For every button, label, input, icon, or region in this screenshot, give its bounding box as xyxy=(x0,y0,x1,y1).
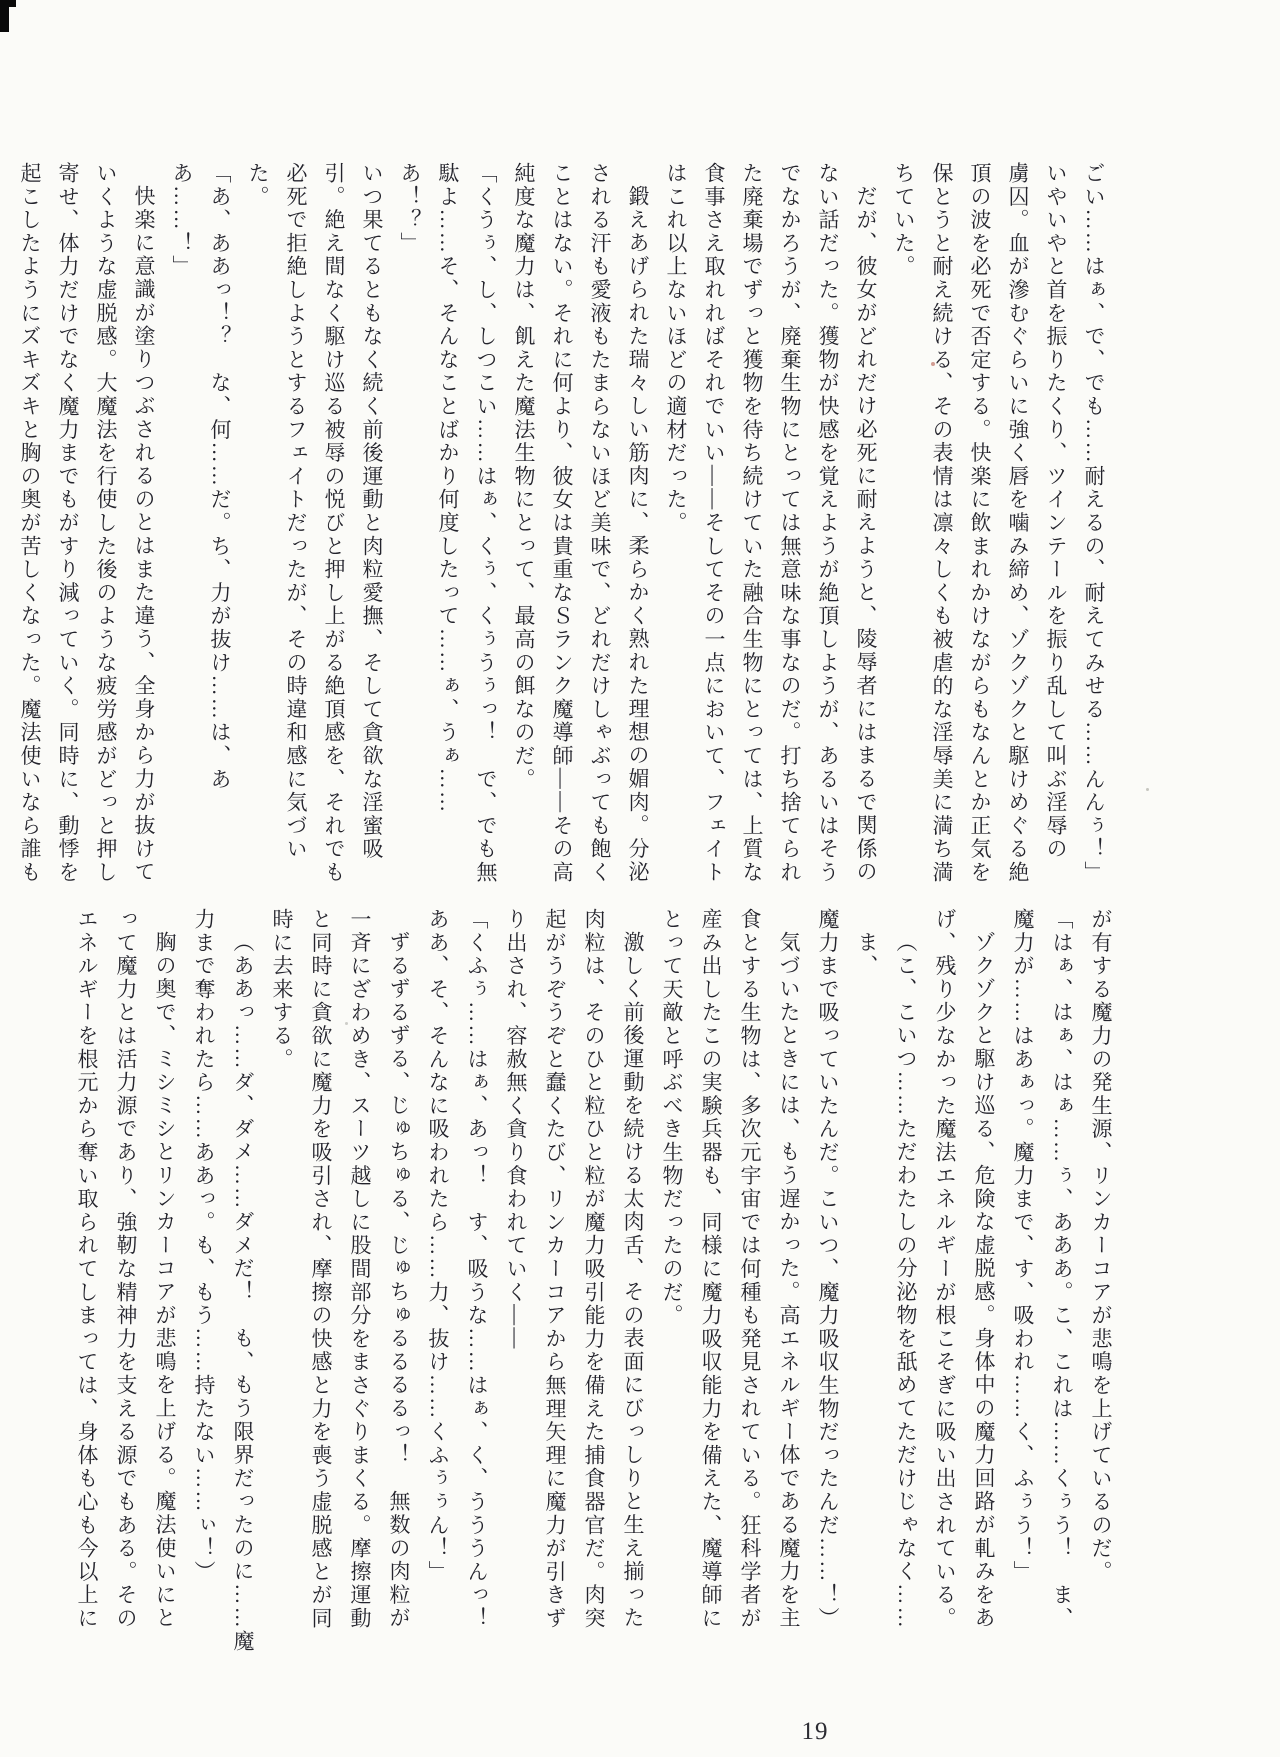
text-column: ずるずるずる、じゅちゅる、じゅちゅるるるるっ！ 無数の肉粒が xyxy=(387,931,411,1630)
scan-edge-artifact xyxy=(0,0,16,7)
text-column: ない話だった。獲物が快感を覚えようが絶頂しようが、あるいはそう xyxy=(816,162,840,885)
text-column: 「あ、ああっ！？ な、何……だ。ち、力が抜け……は、ああ……！」 xyxy=(170,162,232,792)
text-column: 保とうと耐え続ける、その表情は凛々しくも被虐的な淫辱美に満ち満 xyxy=(930,162,954,885)
text-column: いつ果てるともなく続く前後運動と肉粒愛撫、そして貪欲な淫蜜吸 xyxy=(360,162,384,861)
text-column: いやいやと首を振りたくり、ツインテールを振り乱して叫ぶ淫辱の xyxy=(1044,162,1068,861)
text-column: 頂の波を必死で否定する。快楽に飲まれかけながらもなんとか正気を xyxy=(968,162,992,885)
text-column: ちていた。 xyxy=(892,162,916,279)
text-column: でなかろうが、廃棄生物にとっては無意味な事なのだ。打ち捨てられ xyxy=(778,162,802,885)
text-column: 鍛えあげられた瑞々しい筋肉に、柔らかく熟れた理想の媚肉。分泌 xyxy=(626,185,650,884)
text-column: が有する魔力の発生源、リンカーコアが悲鳴を上げているのだ。 xyxy=(1089,908,1113,1584)
text-column: ああ、そ、そんなに吸われたら……力、抜け……くふぅぅん！」 xyxy=(426,908,450,1584)
text-column: 産み出したこの実験兵器も、同様に魔力吸収能力を備えた、魔導師に xyxy=(699,908,723,1631)
text-column: 一斉にざわめき、スーツ越しに股間部分をまさぐりまくる。摩擦運動 xyxy=(348,908,372,1631)
text-column: って魔力とは活力源であり、強靭な精神力を支える源でもある。その xyxy=(114,908,138,1631)
text-column: 駄よ……そ、そんなことばかり何度したって……ぁ、うぁ……あ！？」 xyxy=(398,162,460,815)
scan-speck xyxy=(1146,788,1149,791)
text-column: 肉粒は、そのひと粒ひと粒が魔力吸引能力を備えた捕食器官だ。肉突 xyxy=(582,908,606,1631)
text-column: される汗も愛液もたまらないほど美味で、どれだけしゃぶっても飽く xyxy=(588,162,612,885)
text-column: と同時に貪欲に魔力を吸引され、摩擦の快感と力を喪う虚脱感とが同 xyxy=(309,908,333,1631)
text-block-upper xyxy=(11,162,1113,888)
text-column: 「くふぅ……はぁ、あっ！ す、吸うな……はぁ、く、うううんっ！ xyxy=(465,908,489,1631)
text-column: 激しく前後運動を続ける太肉舌、その表面にびっしりと生え揃った xyxy=(621,931,645,1630)
text-column: 虜囚。血が滲むぐらいに強く唇を噛み締め、ゾクゾクと駆けめぐる絶 xyxy=(1006,162,1030,885)
text-column: エネルギーを根元から奪い取られてしまっては、身体も心も今以上に xyxy=(75,908,99,1631)
text-column: た廃棄場でずっと獲物を待ち続けていた融合生物にとっては、上質な xyxy=(740,162,764,885)
text-column: 力まで奪われたら……ああっ。も、もう……持たない……ぃ！） xyxy=(192,908,216,1584)
text-column: はこれ以上ないほどの適材だった。 xyxy=(664,162,688,535)
text-column: いくような虚脱感。大魔法を行使した後のような疲労感がどっと押し xyxy=(94,162,118,885)
text-column: 引。絶え間なく駆け巡る被辱の悦びと押し上がる絶頂感を、それでも xyxy=(322,162,346,885)
text-column: 胸の奥で、ミシミシとリンカーコアが悲鳴を上げる。魔法使いにと xyxy=(153,931,177,1630)
text-column: 純度な魔力は、飢えた魔法生物にとって、最高の餌なのだ。 xyxy=(512,162,536,792)
text-column: とって天敵と呼ぶべき生物だったのだ。 xyxy=(660,908,684,1328)
text-column: げ、残り少なかった魔法エネルギーが根こそぎに吸い出されている。 xyxy=(933,908,957,1631)
text-column: 気づいたときには、もう遅かった。高エネルギー体である魔力を主 xyxy=(777,931,801,1630)
text-column: 時に去来する。 xyxy=(270,908,294,1072)
text-column: 食とする生物は、多次元宇宙では何種も発見されている。狂科学者が xyxy=(738,908,762,1631)
text-column: 必死で拒絶しようとするフェイトだったが、その時違和感に気づいた。 xyxy=(246,162,308,861)
text-column: 快楽に意識が塗りつぶされるのとはまた違う、全身から力が抜けて xyxy=(132,185,156,884)
text-column: ことはない。それに何より、彼女は貴重なＳランク魔導師――その高 xyxy=(550,162,574,885)
text-column: ゾクゾクと駆け巡る、危険な虚脱感。身体中の魔力回路が軋みをあ xyxy=(972,931,996,1630)
text-column: 寄せ、体力だけでなく魔力までもがすり減っていく。同時に、動悸を xyxy=(56,162,80,885)
text-column: 起がうぞうぞと蠢くたび、リンカーコアから無理矢理に魔力が引きず xyxy=(543,908,567,1631)
page-number: 19 xyxy=(801,1718,829,1745)
text-column: 魔力まで吸っていたんだ。こいつ、魔力吸収生物だったんだ……！） xyxy=(816,908,840,1631)
text-column: 「はぁ、はぁ、はぁ……ぅ、あああ。こ、これは……くぅう！ ま、 xyxy=(1050,908,1074,1631)
text-column: （ああっ……ダ、ダメ……ダメだ！ も、もう限界だったのに……魔 xyxy=(231,931,255,1654)
text-column: だが、彼女がどれだけ必死に耐えようと、陵辱者にはまるで関係の xyxy=(854,185,878,884)
text-column: 起こしたようにズキズキと胸の奥が苦しくなった。魔法使いなら誰も xyxy=(18,162,42,885)
text-column: 魔力が……はあぁっ。魔力まで、す、吸われ……く、ふぅう！」 xyxy=(1011,908,1035,1584)
text-column: り出され、容赦無く貪り食われていく―― xyxy=(504,908,528,1351)
text-column: ごい……はぁ、で、でも……耐えるの、耐えてみせる……んんぅ！」 xyxy=(1082,162,1106,885)
text-column: 「くうぅ、し、しつこい……はぁ、くぅ、くぅうぅっ！ で、でも無 xyxy=(474,162,498,885)
text-block-lower xyxy=(67,908,1120,1654)
text-column: （こ、こいつ……ただわたしの分泌物を舐めてただけじゃなく……ま、 xyxy=(855,931,918,1630)
text-column: 食事さえ取れればそれでいい――そしてその一点において、フェイト xyxy=(702,162,726,885)
